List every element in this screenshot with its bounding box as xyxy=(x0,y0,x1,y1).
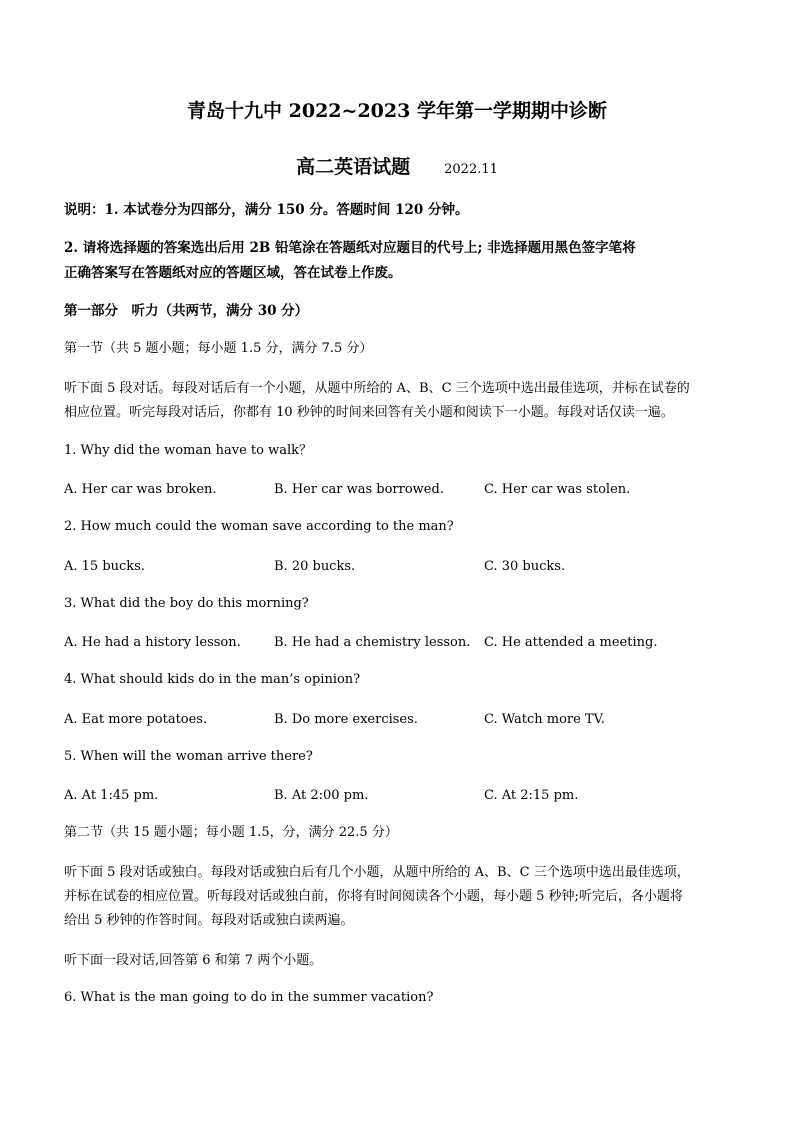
q3-option-b: B. He had a chemistry lesson. xyxy=(274,635,471,650)
question-5: 5. When will the woman arrive there? xyxy=(64,749,313,764)
q5-option-b: B. At 2:00 pm. xyxy=(274,788,369,803)
q4-option-c: C. Watch more TV. xyxy=(484,712,605,727)
question-4: 4. What should kids do in the man’s opinion? xyxy=(64,672,361,687)
instruction-line-2a: 2. 请将选择题的答案选出后用 2B 铅笔涂在答题纸对应题目的代号上; 非选择题用黑色签字笔将 xyxy=(64,240,636,256)
section2-prompt: 听下面一段对话,回答第 6 和第 7 两个小题。 xyxy=(64,953,323,968)
q3-option-c: C. He attended a meeting. xyxy=(484,635,658,650)
q5-option-a: A. At 1:45 pm. xyxy=(64,788,159,803)
q2-option-c: C. 30 bucks. xyxy=(484,559,566,574)
section1-desc-a: 听下面 5 段对话。每段对话后有一个小题，从题中所给的 A、B、C 三个选项中选出最佳选项，并标在试卷的 xyxy=(64,381,690,396)
question-3: 3. What did the boy do this morning? xyxy=(64,596,309,611)
q1-option-b: B. Her car was borrowed. xyxy=(274,482,444,497)
question-2: 2. How much could the woman save according to the man? xyxy=(64,519,454,534)
section2-desc-a: 听下面 5 段对话或独白。每段对话或独白后有几个小题，从题中所给的 A、B、C 三个选项中选出最佳选项， xyxy=(64,865,690,880)
q2-option-a: A. 15 bucks. xyxy=(64,559,145,574)
q3-option-a: A. He had a history lesson. xyxy=(64,635,241,650)
q4-option-a: A. Eat more potatoes. xyxy=(64,712,208,727)
q1-option-c: C. Her car was stolen. xyxy=(484,482,631,497)
question-1: 1. Why did the woman have to walk？ xyxy=(64,443,313,458)
section1-heading: 第一节（共 5 题小题；每小题 1.5 分，满分 7.5 分） xyxy=(64,341,373,356)
q5-option-c: C. At 2:15 pm. xyxy=(484,788,579,803)
section2-desc-b: 并标在试卷的相应位置。听每段对话或独白前，你将有时间阅读各个小题，每小题 5 秒钟;听完后，各小题将 xyxy=(64,889,683,904)
q2-option-b: B. 20 bucks. xyxy=(274,559,356,574)
q4-option-b: B. Do more exercises. xyxy=(274,712,418,727)
exam-subtitle-row xyxy=(0,152,794,179)
instruction-line-1: 说明：1. 本试卷分为四部分，满分 150 分。答题时间 120 分钟。 xyxy=(64,202,469,218)
section1-desc-b: 相应位置。听完每段对话后，你都有 10 秒钟的时间来回答有关小题和阅读下一小题。每段对话仅读一遍。 xyxy=(64,405,674,420)
exam-title: 青岛十九中 2022~2023 学年第一学期期中诊断 xyxy=(187,100,607,122)
question-6: 6. What is the man going to do in the summer vacation? xyxy=(64,990,434,1005)
instruction-line-2b: 正确答案写在答题纸对应的答题区域，答在试卷上作废。 xyxy=(64,265,402,281)
exam-date: 2022.11 xyxy=(444,162,498,177)
q1-option-a: A. Her car was broken. xyxy=(64,482,217,497)
part1-heading: 第一部分 听力（共两节，满分 30 分） xyxy=(64,303,309,319)
section2-heading: 第二节（共 15 题小题；每小题 1.5，分，满分 22.5 分） xyxy=(64,825,398,840)
exam-subtitle: 高二英语试题 xyxy=(296,156,411,178)
section2-desc-c: 给出 5 秒钟的作答时间。每段对话或独白读两遍。 xyxy=(64,913,354,928)
